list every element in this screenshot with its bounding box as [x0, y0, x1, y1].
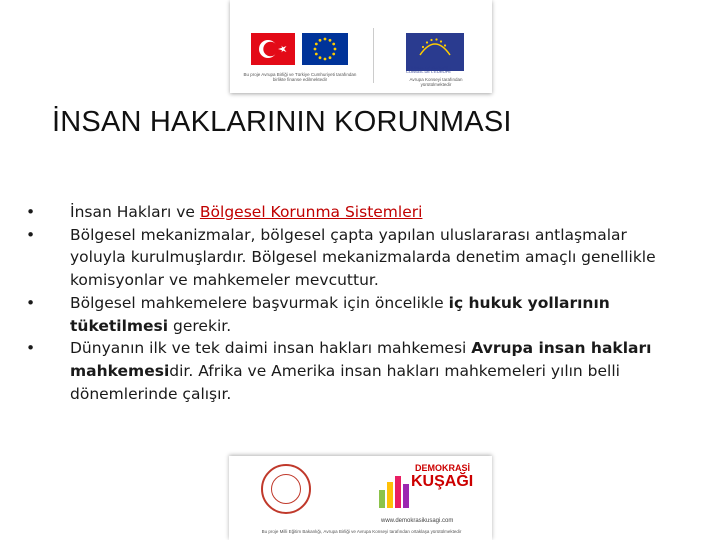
logo-divider	[373, 28, 374, 83]
bullet-icon: •	[26, 225, 36, 244]
page-title: İNSAN HAKLARININ KORUNMASI	[52, 106, 512, 138]
bullet-icon: •	[26, 203, 36, 221]
partner-logos-header	[230, 0, 492, 93]
brand-url[interactable]: www.demokrasikusagi.com	[381, 518, 454, 524]
bullet-text: Bölgesel mekanizmalar, bölgesel çapta yapılan uluslararası antlaşmalar yoluyla kurulmuşlardır. Bölgesel mekanizmalarda denetim amaçlı genellikle komisyonlar ve mahkemeler mevcuttur.	[70, 225, 656, 290]
brand-line-1: DEMOKRASİ	[415, 463, 471, 473]
partner-logos-footer	[229, 456, 492, 540]
list-item	[26, 292, 676, 337]
ministry-seal-inner	[271, 474, 301, 504]
bullet-emphasis: iç hukuk yollarının tüketilmesi	[70, 293, 610, 335]
ministry-seal-icon	[261, 464, 311, 514]
footer-caption: Bu proje Milli Eğitim Bakanlığı, Avrupa Birliği ve Avrupa Konseyi tarafından ortaklaşa yürütülmektedir	[261, 529, 462, 534]
list-item	[26, 201, 676, 224]
bullet-text: İnsan Hakları ve	[70, 203, 200, 221]
bullet-list	[26, 201, 676, 405]
bullet-icon: •	[26, 339, 36, 358]
brand-line-2: KUŞAĞI	[411, 473, 474, 490]
eu-flag-icon	[302, 33, 348, 65]
turkey-flag-icon	[251, 33, 295, 65]
bullet-text: Dünyanın ilk ve tek daimi insan hakları mahkemesi	[70, 339, 472, 358]
eu-funding-caption: Bu proje Avrupa Birliği ve Türkiye Cumhuriyeti tarafından birlikte finanse edilmektedir	[243, 72, 357, 82]
coe-name: COUNCIL OF EUROPE / CONSEIL DE L'EUROPE	[406, 65, 452, 74]
bullet-text: dir. Afrika ve Amerika insan hakları mahkemeleri yılın belli dönemlerinde çalışır.	[70, 361, 620, 403]
bullet-emphasis: Avrupa insan hakları mahkemesi	[70, 339, 652, 380]
list-item	[26, 224, 676, 292]
coe-caption: Avrupa Konseyi tarafından yürütülmektedir	[409, 77, 463, 87]
bullet-text: gerekir.	[168, 316, 232, 335]
list-item	[26, 337, 676, 405]
bullet-text: Bölgesel mahkemelere başvurmak için öncelikle	[70, 293, 449, 312]
bullet-icon: •	[26, 293, 36, 312]
regional-systems-link[interactable]: Bölgesel Korunma Sistemleri	[199, 203, 423, 221]
